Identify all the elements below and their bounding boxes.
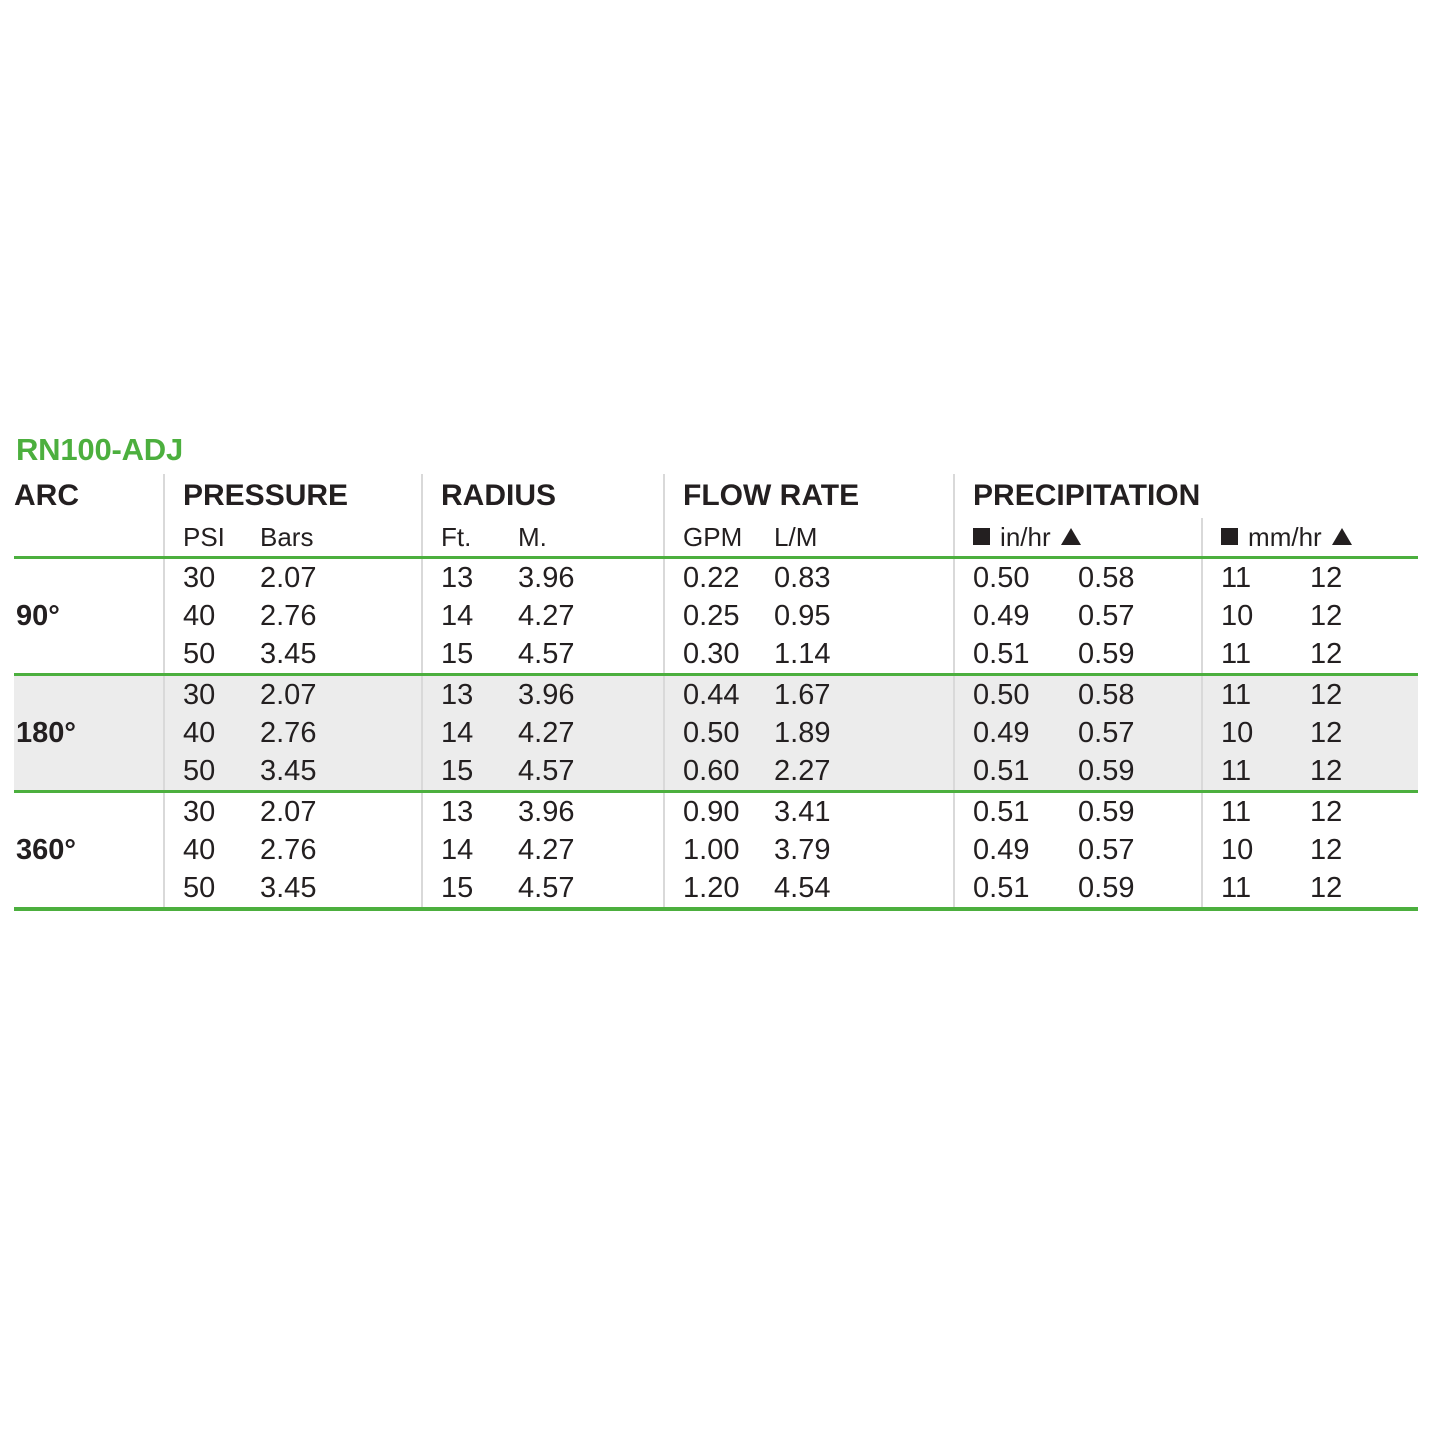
cell-gpm: 1.00	[664, 831, 774, 869]
subheader-gpm: GPM	[664, 518, 774, 558]
table-row	[14, 635, 1418, 675]
cell-m: 4.27	[518, 599, 575, 632]
cell-bars: 3.45	[260, 637, 317, 670]
header-precipitation: PRECIPITATION	[954, 474, 1418, 518]
table-row	[14, 597, 1418, 635]
subheader-in-hr-label: in/hr	[1000, 521, 1051, 552]
cell-ft: 14	[422, 714, 518, 752]
cell-ft: 13	[422, 559, 518, 597]
cell-psi: 30	[164, 559, 260, 597]
cell-mm-hr-triangle: 12	[1310, 752, 1418, 792]
table-row	[14, 869, 1418, 909]
cell-in-hr-triangle: 0.59	[1078, 752, 1202, 792]
triangle-icon	[1332, 528, 1352, 545]
rule-bottom	[14, 909, 1418, 911]
square-icon	[973, 528, 990, 545]
cell-in-hr-triangle: 0.57	[1078, 833, 1135, 866]
cell-gpm: 0.22	[664, 559, 774, 597]
cell-lm: 3.41	[774, 795, 831, 828]
cell-bars: 2.76	[260, 599, 317, 632]
cell-m: 4.27	[518, 714, 664, 752]
subheader-mm-hr-label: mm/hr	[1248, 521, 1322, 552]
cell-ft: 15	[422, 635, 518, 675]
header-flow-rate: FLOW RATE	[664, 474, 954, 518]
table-row	[14, 714, 1418, 752]
cell-mm-hr-square: 11	[1202, 676, 1310, 714]
subheader-psi: PSI	[164, 518, 260, 558]
cell-gpm: 0.44	[664, 676, 774, 714]
cell-bars: 2.76	[260, 833, 317, 866]
cell-lm: 0.83	[774, 561, 831, 594]
cell-in-hr-triangle: 0.59	[1078, 871, 1135, 904]
cell-lm: 2.27	[774, 752, 954, 792]
subheader-arc-blank	[14, 518, 164, 558]
cell-lm: 1.89	[774, 714, 954, 752]
cell-ft: 15	[422, 869, 518, 909]
header-radius: RADIUS	[422, 474, 664, 518]
cell-in-hr-triangle: 0.57	[1078, 714, 1202, 752]
triangle-icon	[1061, 528, 1081, 545]
cell-m: 4.27	[518, 833, 575, 866]
cell-in-hr-square: 0.51	[954, 793, 1078, 831]
cell-mm-hr-triangle: 12	[1310, 561, 1343, 594]
cell-gpm: 0.25	[664, 597, 774, 635]
cell-lm: 1.67	[774, 676, 954, 714]
cell-lm: 1.14	[774, 637, 831, 670]
table-row	[14, 676, 1418, 714]
cell-lm: 0.95	[774, 599, 831, 632]
cell-in-hr-triangle: 0.57	[1078, 599, 1135, 632]
cell-ft: 13	[422, 676, 518, 714]
header-pressure: PRESSURE	[164, 474, 422, 518]
cell-mm-hr-square: 10	[1202, 597, 1310, 635]
subheader-m: M.	[518, 521, 547, 552]
cell-psi: 40	[164, 831, 260, 869]
model-title: RN100-ADJ	[16, 432, 184, 467]
cell-in-hr-triangle: 0.58	[1078, 561, 1135, 594]
cell-psi: 30	[164, 793, 260, 831]
cell-gpm: 0.90	[664, 793, 774, 831]
cell-in-hr-triangle: 0.59	[1078, 637, 1135, 670]
cell-psi: 50	[164, 869, 260, 909]
cell-gpm: 0.50	[664, 714, 774, 752]
cell-mm-hr-square: 11	[1202, 635, 1310, 675]
cell-bars: 3.45	[260, 871, 317, 904]
spec-sheet	[14, 432, 1418, 911]
cell-m: 4.57	[518, 637, 575, 670]
cell-gpm: 0.60	[664, 752, 774, 792]
table-row	[14, 793, 1418, 831]
cell-in-hr-square: 0.51	[954, 752, 1078, 792]
cell-mm-hr-triangle: 12	[1310, 676, 1418, 714]
cell-bars: 2.07	[260, 795, 317, 828]
cell-in-hr-triangle: 0.58	[1078, 676, 1202, 714]
cell-mm-hr-square: 10	[1202, 714, 1310, 752]
subheader-ft: Ft.	[422, 518, 518, 558]
cell-in-hr-triangle: 0.59	[1078, 795, 1135, 828]
cell-in-hr-square: 0.50	[954, 676, 1078, 714]
cell-ft: 14	[422, 831, 518, 869]
cell-m: 4.57	[518, 752, 664, 792]
cell-lm: 4.54	[774, 871, 831, 904]
cell-mm-hr-triangle: 12	[1310, 714, 1418, 752]
cell-in-hr-square: 0.51	[954, 869, 1078, 909]
cell-m: 3.96	[518, 676, 664, 714]
cell-in-hr-square: 0.50	[954, 559, 1078, 597]
cell-ft: 13	[422, 793, 518, 831]
header-arc: ARC	[14, 479, 79, 512]
cell-psi: 30	[164, 676, 260, 714]
subheader-in-hr	[954, 518, 1202, 558]
cell-gpm: 0.30	[664, 635, 774, 675]
cell-in-hr-square: 0.49	[954, 597, 1078, 635]
cell-bars: 2.07	[260, 561, 317, 594]
cell-psi: 40	[164, 597, 260, 635]
arc-label-180: 180°	[14, 676, 164, 792]
cell-mm-hr-square: 10	[1202, 831, 1310, 869]
cell-mm-hr-triangle: 12	[1310, 795, 1343, 828]
cell-gpm: 1.20	[664, 869, 774, 909]
performance-table	[14, 474, 1418, 911]
cell-psi: 40	[164, 714, 260, 752]
cell-m: 3.96	[518, 561, 575, 594]
arc-label-360: 360°	[16, 833, 76, 866]
cell-bars: 3.45	[260, 752, 422, 792]
table-row	[14, 559, 1418, 597]
table-row	[14, 752, 1418, 792]
cell-bars: 2.07	[260, 676, 422, 714]
subheader-lm: L/M	[774, 521, 818, 552]
cell-m: 3.96	[518, 795, 575, 828]
square-icon	[1221, 528, 1238, 545]
cell-bars: 2.76	[260, 714, 422, 752]
table-row	[14, 831, 1418, 869]
cell-mm-hr-triangle: 12	[1310, 599, 1343, 632]
cell-mm-hr-square: 11	[1202, 752, 1310, 792]
cell-lm: 3.79	[774, 833, 831, 866]
cell-psi: 50	[164, 635, 260, 675]
cell-ft: 15	[422, 752, 518, 792]
cell-m: 4.57	[518, 871, 575, 904]
subheader-mm-hr	[1202, 518, 1418, 558]
cell-in-hr-square: 0.49	[954, 714, 1078, 752]
cell-ft: 14	[422, 597, 518, 635]
table-subheader-row	[14, 518, 1418, 558]
cell-mm-hr-triangle: 12	[1310, 871, 1343, 904]
cell-mm-hr-square: 11	[1202, 559, 1310, 597]
cell-psi: 50	[164, 752, 260, 792]
subheader-bars: Bars	[260, 521, 314, 552]
cell-in-hr-square: 0.49	[954, 831, 1078, 869]
cell-mm-hr-square: 11	[1202, 869, 1310, 909]
cell-mm-hr-square: 11	[1202, 793, 1310, 831]
cell-in-hr-square: 0.51	[954, 635, 1078, 675]
arc-label-90: 90°	[16, 599, 60, 632]
table-group-header-row	[14, 474, 1418, 518]
cell-mm-hr-triangle: 12	[1310, 637, 1343, 670]
cell-mm-hr-triangle: 12	[1310, 833, 1343, 866]
